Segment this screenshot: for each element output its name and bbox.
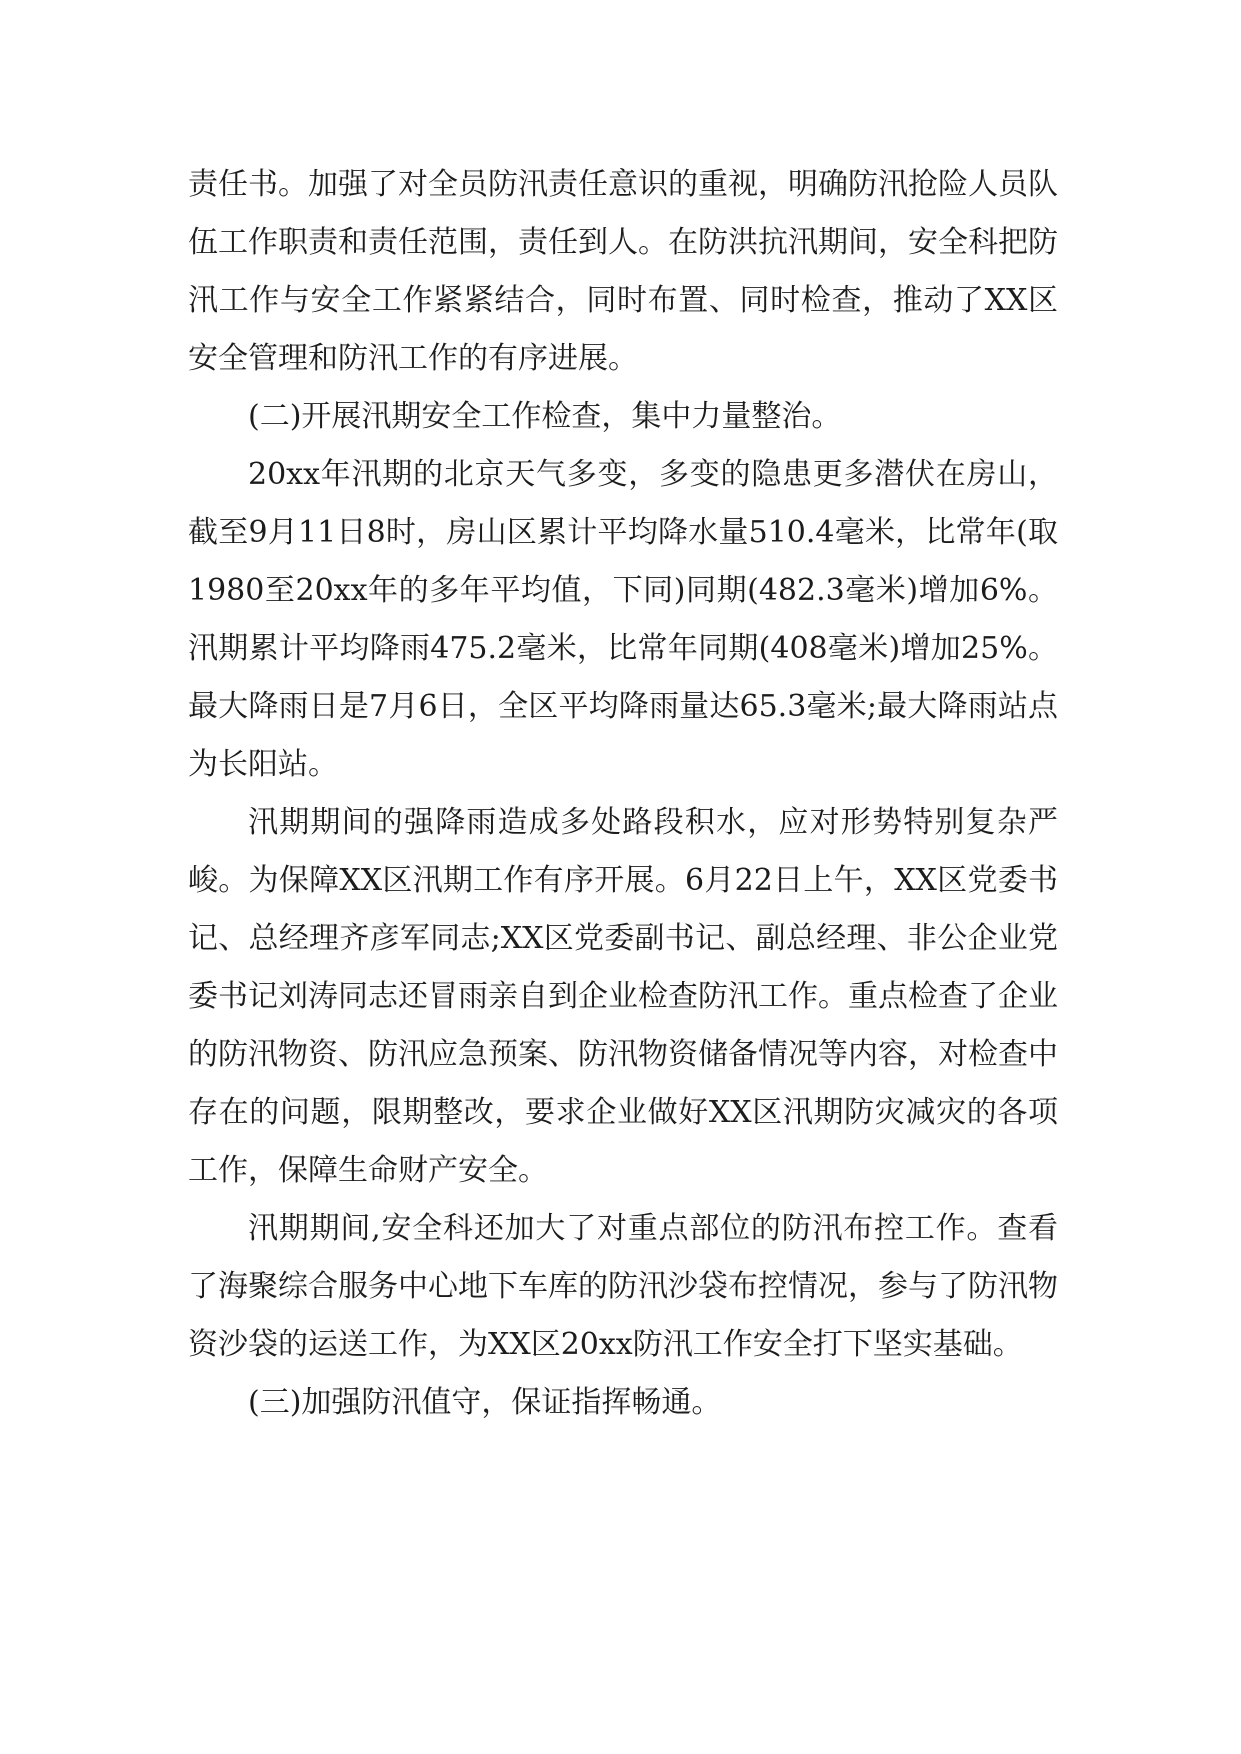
document-body bbox=[188, 156, 1058, 1432]
paragraph-responsibility: 责任书。加强了对全员防汛责任意识的重视，明确防汛抢险人员队伍工作职责和责任范围，责任到人。在防洪抗汛期间，安全科把防汛工作与安全工作紧紧结合，同时布置、同时检查，推动了XX区安全管理和防汛工作的有序进展。 bbox=[188, 167, 1058, 376]
section-heading-duty: (三)加强防汛值守，保证指挥畅通。 bbox=[248, 1385, 722, 1420]
paragraph-rainfall-statistics: 20xx年汛期的北京天气多变，多变的隐患更多潜伏在房山，截至9月11日8时，房山区累计平均降水量510.4毫米，比常年(取1980至20xx年的多年平均值，下同)同期(482.3毫米)增加6%。汛期累计平均降雨475.2毫米，比常年同期(408毫米)增加25%。最大降雨日是7月6日，全区平均降雨量达65.3毫米;最大降雨站点为长阳站。 bbox=[188, 457, 1058, 782]
section-heading-inspection: (二)开展汛期安全工作检查，集中力量整治。 bbox=[248, 399, 842, 434]
paragraph-leadership-inspection: 汛期期间的强降雨造成多处路段积水，应对形势特别复杂严峻。为保障XX区汛期工作有序开展。6月22日上午，XX区党委书记、总经理齐彦军同志;XX区党委副书记、副总经理、非公企业党委书记刘涛同志还冒雨亲自到企业检查防汛工作。重点检查了企业的防汛物资、防汛应急预案、防汛物资储备情况等内容，对检查中存在的问题，限期整改，要求企业做好XX区汛期防灾减灾的各项工作，保障生命财产安全。 bbox=[188, 805, 1058, 1188]
paragraph-key-sites: 汛期期间,安全科还加大了对重点部位的防汛布控工作。查看了海聚综合服务中心地下车库的防汛沙袋布控情况，参与了防汛物资沙袋的运送工作，为XX区20xx防汛工作安全打下坚实基础。 bbox=[188, 1211, 1058, 1362]
